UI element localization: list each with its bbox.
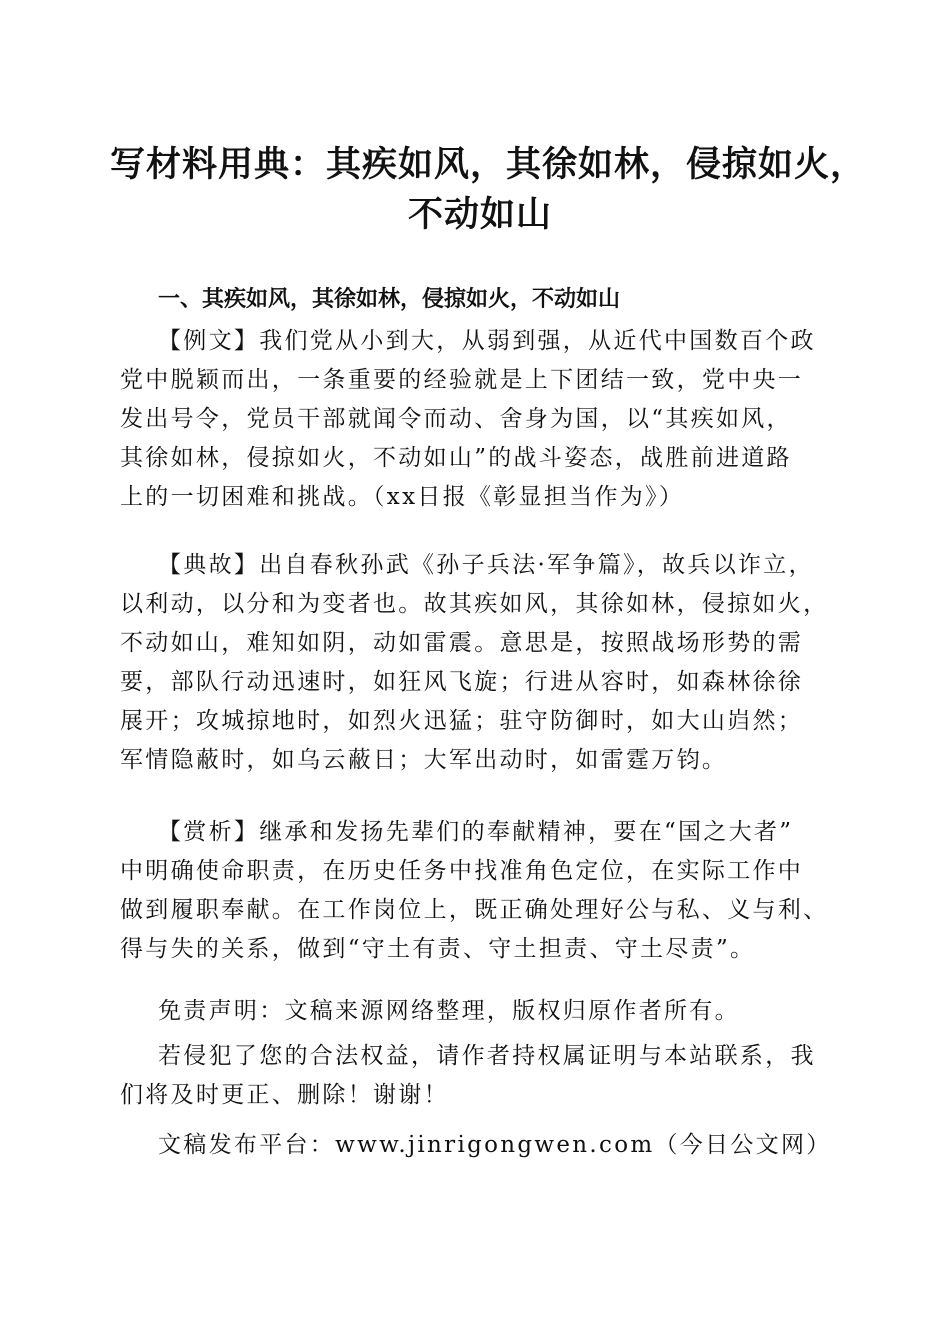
paragraph-line: 发出号令，党员干部就闻令而动、舍身为国，以“其疾如风，	[120, 406, 792, 432]
allusion-paragraph	[120, 546, 840, 780]
paragraph-line: 不动如山，难知如阴，动如雷震。意思是，按照战场形势的需	[120, 630, 804, 656]
example-paragraph	[120, 322, 840, 517]
paragraph-line: 上的一切困难和挑战。（xx日报《彰显担当作为》）	[120, 484, 685, 510]
section-heading: 一、其疾如风，其徐如林，侵掠如火，不动如山	[158, 287, 621, 312]
paragraph-line: 们将及时更正、删除！谢谢！	[120, 1082, 449, 1108]
publishing-platform	[120, 1126, 840, 1165]
paragraph-line: 若侵犯了您的合法权益，请作者持权属证明与本站联系，我	[158, 1043, 816, 1069]
document-title	[110, 140, 867, 240]
title-line: 不动如山	[407, 194, 552, 235]
paragraph-line: 其徐如林，侵掠如火，不动如山”的战斗姿态，战胜前进道路	[120, 445, 792, 471]
paragraph-line: 文稿发布平台：www.jinrigongwen.com（今日公文网）	[158, 1132, 832, 1158]
paragraph-line: 【典故】出自春秋孙武《孙子兵法·军争篇》，故兵以诈立，	[158, 552, 814, 578]
paragraph-line: 军情隐蔽时，如乌云蔽日；大军出动时，如雷霆万钧。	[120, 747, 728, 773]
paragraph-line: 以利动，以分和为变者也。故其疾如风，其徐如林，侵掠如火，	[120, 591, 829, 617]
title-line: 写材料用典：其疾如风，其徐如林，侵掠如火，	[110, 144, 867, 185]
disclaimer-paragraph	[120, 992, 840, 1031]
paragraph-line: 要，部队行动迅速时，如狂风飞旋；行进从容时，如森林徐徐	[120, 669, 804, 695]
paragraph-line: 【赏析】继承和发扬先辈们的奉献精神，要在“国之大者”	[158, 819, 794, 845]
paragraph-line: 免责声明：文稿来源网络整理，版权归原作者所有。	[158, 998, 740, 1024]
paragraph-line: 得与失的关系，做到“守土有责、守土担责、守土尽责”。	[120, 936, 756, 962]
paragraph-line: 中明确使命职责，在历史任务中找准角色定位，在实际工作中	[120, 858, 804, 884]
infringement-notice	[120, 1037, 840, 1115]
appreciation-paragraph	[120, 813, 840, 969]
paragraph-line: 党中脱颖而出，一条重要的经验就是上下团结一致，党中央一	[120, 367, 804, 393]
paragraph-line: 做到履职奉献。在工作岗位上，既正确处理好公与私、义与利、	[120, 897, 829, 923]
paragraph-line: 展开；攻城掠地时，如烈火迅猛；驻守防御时，如大山岿然；	[120, 708, 804, 734]
paragraph-line: 【例文】我们党从小到大，从弱到强，从近代中国数百个政	[158, 328, 816, 354]
